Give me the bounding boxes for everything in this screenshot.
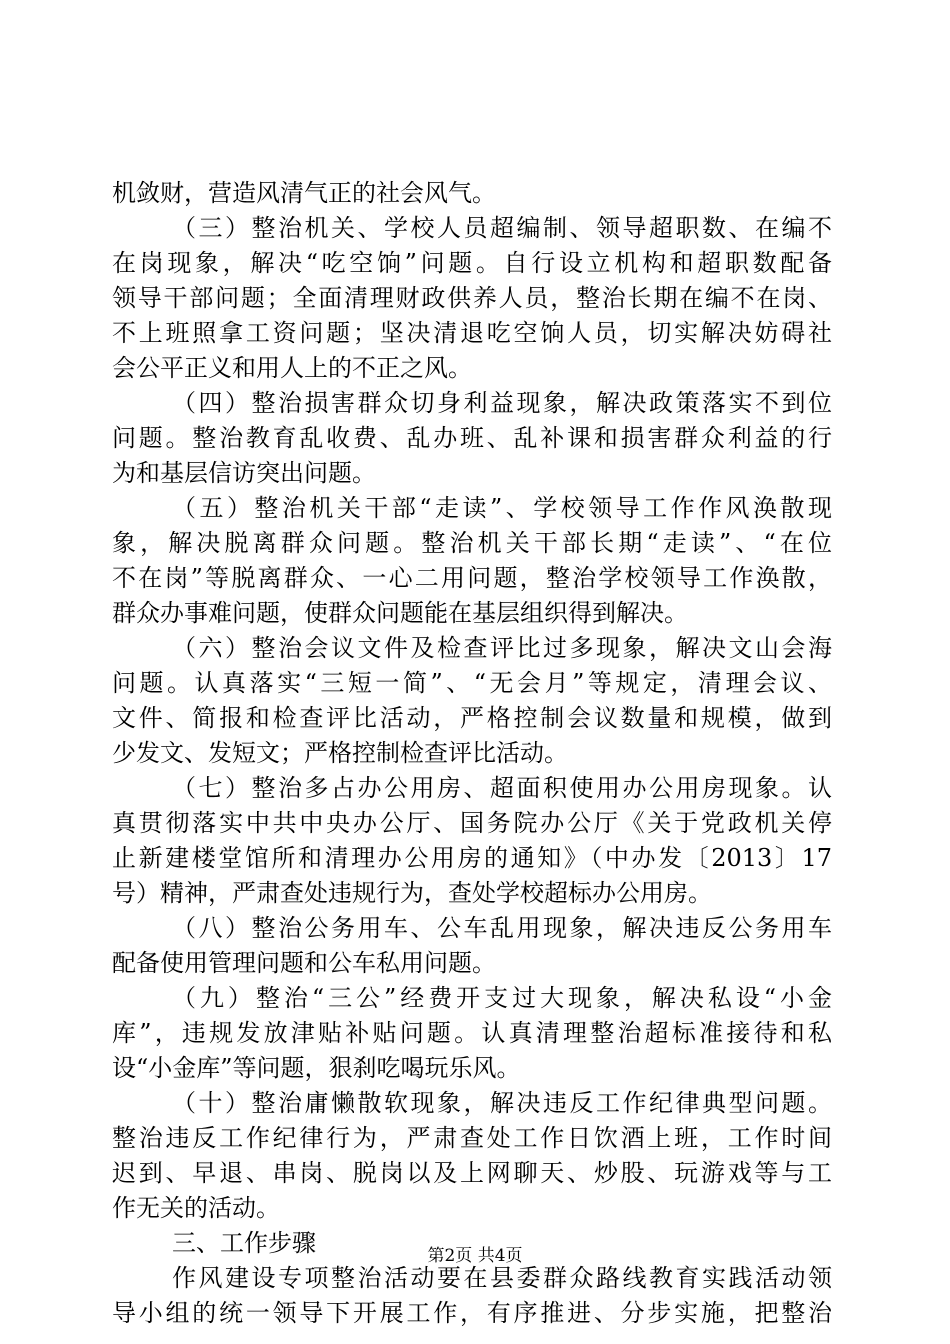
paragraph-line: 真贯彻落实中共中央办公厅、国务院办公厅《关于党政机关停 (112, 809, 832, 837)
paragraph-line: 问题。认真落实“三短一简”、“无会月”等规定，清理会议、 (112, 669, 832, 697)
paragraph-line: 问题。整治教育乱收费、乱办班、乱补课和损害群众利益的行 (112, 424, 832, 452)
paragraph-line: 导小组的统一领导下开展工作，有序推进、分步实施，把整治 (112, 1299, 832, 1327)
paragraph-line: （九）整治“三公”经费开支过大现象，解决私设“小金 (172, 984, 832, 1012)
paragraph-line: 设“小金库”等问题，狠刹吃喝玩乐风。 (112, 1054, 521, 1082)
paragraph-line: 号）精神，严肃查处违规行为，查处学校超标办公用房。 (112, 879, 712, 907)
paragraph-line: （十）整治庸懒散软现象，解决违反工作纪律典型问题。 (172, 1089, 832, 1117)
paragraph-line: （五）整治机关干部“走读”、学校领导工作作风涣散现 (172, 494, 832, 522)
paragraph-line: 三、工作步骤 (172, 1229, 316, 1257)
paragraph-line: 迟到、早退、串岗、脱岗以及上网聊天、炒股、玩游戏等与工 (112, 1159, 832, 1187)
paragraph-line: 群众办事难问题，使群众问题能在基层组织得到解决。 (112, 599, 688, 627)
paragraph-line: 整治违反工作纪律行为，严肃查处工作日饮酒上班，工作时间 (112, 1124, 832, 1152)
paragraph-line: 不在岗”等脱离群众、一心二用问题，整治学校领导工作涣散， (112, 564, 832, 592)
paragraph-line: 少发文、发短文；严格控制检查评比活动。 (112, 739, 568, 767)
paragraph-line: 在岗现象，解决“吃空饷”问题。自行设立机构和超职数配备 (112, 249, 832, 277)
document-body (112, 176, 832, 1331)
paragraph-line: （三）整治机关、学校人员超编制、领导超职数、在编不 (172, 214, 832, 242)
paragraph-line: 作无关的活动。 (112, 1194, 280, 1222)
paragraph-line: 不上班照拿工资问题；坚决清退吃空饷人员，切实解决妨碍社 (112, 319, 832, 347)
paragraph-line: 配备使用管理问题和公车私用问题。 (112, 949, 496, 977)
paragraph-line: 会公平正义和用人上的不正之风。 (112, 354, 472, 382)
paragraph-line: 止新建楼堂馆所和清理办公用房的通知》（中办发〔2013〕17 (112, 844, 832, 872)
paragraph-line: （七）整治多占办公用房、超面积使用办公用房现象。认 (172, 774, 832, 802)
paragraph-line: （六）整治会议文件及检查评比过多现象，解决文山会海 (172, 634, 832, 662)
paragraph-line: 文件、简报和检查评比活动，严格控制会议数量和规模，做到 (112, 704, 832, 732)
paragraph-line: 领导干部问题；全面清理财政供养人员，整治长期在编不在岗、 (112, 284, 832, 312)
paragraph-line: 作风建设专项整治活动要在县委群众路线教育实践活动领 (172, 1264, 832, 1292)
paragraph-line: 象，解决脱离群众问题。整治机关干部长期“走读”、“在位 (112, 529, 832, 557)
paragraph-line: 机敛财，营造风清气正的社会风气。 (112, 179, 496, 207)
paragraph-line: 为和基层信访突出问题。 (112, 459, 376, 487)
paragraph-line: 库”，违规发放津贴补贴问题。认真清理整治超标准接待和私 (112, 1019, 832, 1047)
page-footer: 第2页 共4页 (427, 1246, 523, 1266)
paragraph-line: （八）整治公务用车、公车乱用现象，解决违反公务用车 (172, 914, 832, 942)
paragraph-line: （四）整治损害群众切身利益现象，解决政策落实不到位 (172, 389, 832, 417)
